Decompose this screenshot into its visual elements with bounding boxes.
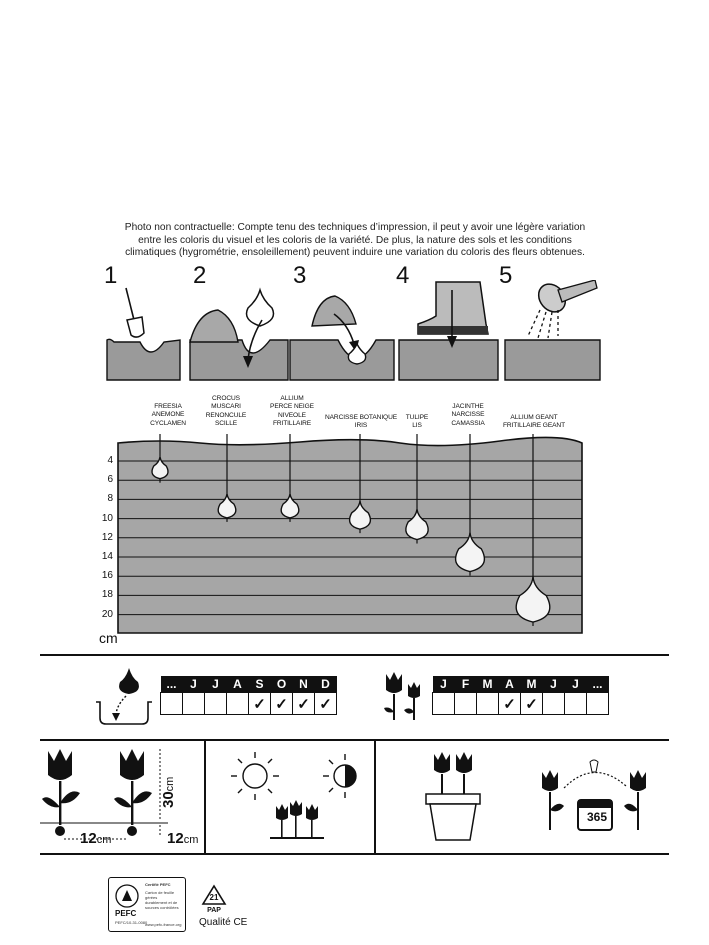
plant-height-value: 30 (160, 791, 177, 808)
spacing-between-unit: cm (96, 834, 112, 846)
plant-name: FRITILLAIRE GEANT (502, 422, 566, 430)
calendar-checked-cell: ✓ (499, 693, 521, 715)
plant-name: SCILLE (214, 420, 238, 428)
step-number-3: 3 (293, 262, 307, 289)
calendar-month-label: J (183, 676, 205, 693)
step-number-4: 4 (396, 262, 410, 289)
calendar-empty-cell (227, 693, 249, 715)
calendar-month-label: J (543, 676, 565, 693)
step-5-water-icon (505, 280, 600, 380)
depth-unit-label: cm (99, 630, 118, 646)
perennial-icon (538, 758, 658, 838)
divider (204, 739, 206, 853)
depth-tick-label: 20 (101, 608, 113, 620)
disclaimer-line: climatiques (hygrométrie, ensoleillement) peuvent induire une variation du coloris des fleurs obtenues. (125, 247, 585, 259)
plant-name: ALLIUM (280, 395, 304, 402)
calendar-month-label: F (455, 676, 477, 693)
plant-name: CAMASSIA (451, 419, 485, 427)
depth-tick-label: 6 (107, 474, 113, 486)
calendar-checked-cell: ✓ (315, 693, 337, 715)
plant-name: FREESIA (154, 403, 182, 410)
calendar-month-label: M (477, 676, 499, 693)
planting-period-icon (92, 666, 154, 728)
step-1-dig-icon (107, 288, 180, 380)
plant-height-unit: cm (164, 776, 176, 792)
depth-tick-label: 14 (101, 551, 113, 562)
calendar-checked-cell: ✓ (293, 693, 315, 715)
depth-tick-label: 12 (101, 531, 113, 543)
soil-area (118, 437, 582, 633)
divider (40, 739, 669, 741)
spacing-between-label (80, 830, 111, 847)
disclaimer-line: Photo non contractuelle: Compte tenu des techniques d’impression, il peut y avoir une légère variation (124, 222, 586, 233)
calendar-empty-cell (433, 693, 455, 715)
calendar-month-label: J (205, 676, 227, 693)
depth-tick-label: 18 (101, 589, 113, 601)
calendar-empty-cell (477, 693, 499, 715)
plant-name: NIVEOLE (278, 411, 306, 419)
divider (40, 853, 669, 855)
calendar-checked-cell: ✓ (249, 693, 271, 715)
plant-name: TULIPE (405, 414, 429, 421)
disclaimer-text (100, 222, 610, 260)
step-4-tamp-icon (399, 282, 498, 380)
calendar-empty-cell (205, 693, 227, 715)
pefc-logo-box (108, 877, 186, 932)
calendar-month-label: J (565, 676, 587, 693)
depth-tick-label: 8 (107, 493, 113, 505)
plant-name: MUSCARI (211, 403, 241, 411)
depth-tick-label: 10 (101, 512, 113, 524)
calendar-month-label: D (315, 676, 337, 693)
plant-label-7 (496, 414, 572, 431)
step-2-bulb-drop-icon (190, 290, 288, 380)
calendar-month-label: J (433, 676, 455, 693)
divider (374, 739, 376, 853)
recycle-number: 21 (209, 893, 219, 902)
plant-name: NARCISSE (451, 411, 485, 419)
recycle-code: PAP (207, 907, 221, 914)
plant-label-4 (320, 414, 402, 431)
disclaimer-line: entre les coloris du visuel et les coloris de la variété. De plus, la nature des sols et les conditions (138, 234, 572, 246)
planting-depth-value: 12 (167, 830, 184, 847)
perennial-365-label: 365 (586, 810, 608, 824)
plant-name: IRIS (354, 422, 368, 430)
planting-steps-illustration (100, 280, 610, 386)
flowering-calendar (432, 676, 609, 715)
plant-name: JACINTHE (452, 403, 484, 410)
plant-name: ANEMONE (151, 411, 185, 419)
step-3-cover-icon (290, 296, 394, 380)
planting-calendar (160, 676, 337, 715)
plant-name: LIS (412, 422, 422, 430)
calendar-empty-cell (587, 693, 609, 715)
calendar-checked-cell: ✓ (521, 693, 543, 715)
calendar-empty-cell (183, 693, 205, 715)
calendar-month-label: A (227, 676, 249, 693)
plant-label-1 (138, 403, 198, 428)
plant-name: ALLIUM GEANT (510, 414, 558, 421)
plant-name: PERCE NEIGE (270, 403, 314, 411)
plant-label-2 (196, 395, 256, 429)
sun-exposure-icon (210, 748, 370, 848)
plant-height-label (160, 777, 177, 808)
calendar-empty-cell (161, 693, 183, 715)
pefc-code: PEFC/10-31-0080 (115, 920, 148, 925)
calendar-empty-cell (543, 693, 565, 715)
calendar-month-label: ... (161, 676, 183, 693)
pefc-title: Certifié PEFC (145, 882, 171, 887)
calendar-empty-cell (565, 693, 587, 715)
plant-label-3 (262, 395, 322, 429)
pefc-tree-icon (115, 884, 139, 908)
pefc-label: PEFC (115, 909, 137, 918)
depth-tick-label: 16 (101, 570, 113, 582)
plant-label-5 (396, 414, 438, 431)
plant-name: CYCLAMEN (150, 419, 186, 427)
step-number-2: 2 (193, 262, 207, 289)
calendar-month-label: O (271, 676, 293, 693)
step-number-1: 1 (104, 262, 118, 289)
calendar-empty-cell (455, 693, 477, 715)
planting-depth-unit: cm (183, 834, 199, 846)
calendar-month-label: M (521, 676, 543, 693)
calendar-month-label: A (499, 676, 521, 693)
quality-label: Qualité CE (199, 917, 248, 928)
step-number-5: 5 (499, 262, 513, 289)
planting-depth-label (167, 830, 198, 847)
flowering-period-icon (374, 668, 432, 724)
calendar-month-label: ... (587, 676, 609, 693)
plant-name: FRITILLAIRE (272, 420, 312, 428)
depth-tick-label: 4 (107, 455, 113, 466)
plant-name: NARCISSE BOTANIQUE (324, 414, 398, 421)
spacing-between-value: 12 (80, 830, 97, 847)
divider (40, 654, 669, 656)
pefc-url: www.pefc-france.org (145, 922, 182, 927)
pot-cultivation-icon (420, 750, 486, 844)
calendar-month-label: S (249, 676, 271, 693)
plant-name: CROCUS (212, 395, 240, 402)
pefc-text: Carton de feuille gérées durablement et de sources contrôlées (145, 890, 179, 910)
plant-label-6 (438, 403, 498, 428)
plant-name: RENONCULE (205, 411, 247, 419)
calendar-checked-cell: ✓ (271, 693, 293, 715)
calendar-month-label: N (293, 676, 315, 693)
